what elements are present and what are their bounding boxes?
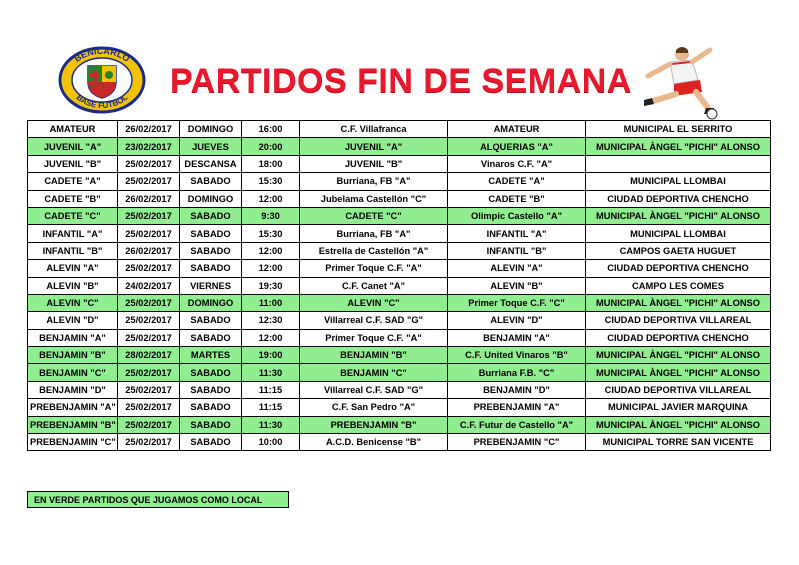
team-cell: PREBENJAMIN "A" bbox=[28, 399, 118, 416]
legend-local-matches: EN VERDE PARTIDOS QUE JUGAMOS COMO LOCAL bbox=[27, 491, 289, 508]
team-cell: INFANTIL "A" bbox=[28, 225, 118, 242]
soccer-player-icon bbox=[636, 44, 722, 120]
away-team-cell: PREBENJAMIN "C" bbox=[448, 434, 586, 451]
time-cell: 19:30 bbox=[242, 277, 300, 294]
time-cell: 16:00 bbox=[242, 121, 300, 138]
day-cell: SABADO bbox=[180, 381, 242, 398]
team-cell: AMATEUR bbox=[28, 121, 118, 138]
table-row bbox=[28, 225, 771, 242]
table-row bbox=[28, 364, 771, 381]
date-cell: 25/02/2017 bbox=[118, 312, 180, 329]
table-row bbox=[28, 138, 771, 155]
time-cell: 12:00 bbox=[242, 260, 300, 277]
home-team-cell: Villarreal C.F. SAD "G" bbox=[300, 312, 448, 329]
table-row bbox=[28, 207, 771, 224]
table-row bbox=[28, 416, 771, 433]
day-cell: VIERNES bbox=[180, 277, 242, 294]
date-cell: 25/02/2017 bbox=[118, 155, 180, 172]
home-team-cell: C.F. San Pedro "A" bbox=[300, 399, 448, 416]
date-cell: 25/02/2017 bbox=[118, 399, 180, 416]
date-cell: 26/02/2017 bbox=[118, 121, 180, 138]
team-cell: BENJAMIN "B" bbox=[28, 347, 118, 364]
day-cell: DESCANSA bbox=[180, 155, 242, 172]
svg-text:BASE FUTBOL bbox=[75, 93, 130, 110]
table-row bbox=[28, 329, 771, 346]
away-team-cell: BENJAMIN "D" bbox=[448, 381, 586, 398]
date-cell: 28/02/2017 bbox=[118, 347, 180, 364]
day-cell: DOMINGO bbox=[180, 190, 242, 207]
table-row bbox=[28, 121, 771, 138]
venue-cell: MUNICIPAL LLOMBAI bbox=[586, 225, 771, 242]
date-cell: 25/02/2017 bbox=[118, 416, 180, 433]
time-cell: 12:00 bbox=[242, 242, 300, 259]
away-team-cell: INFANTIL "A" bbox=[448, 225, 586, 242]
table-row bbox=[28, 381, 771, 398]
crest-bottom-text: BASE FUTBOL bbox=[74, 92, 130, 111]
team-cell: PREBENJAMIN "B" bbox=[28, 416, 118, 433]
date-cell: 26/02/2017 bbox=[118, 190, 180, 207]
day-cell: DOMINGO bbox=[180, 294, 242, 311]
venue-cell: MUNICIPAL ÀNGEL "PICHI" ALONSO bbox=[586, 416, 771, 433]
table-row bbox=[28, 155, 771, 172]
home-team-cell: A.C.D. Benicense "B" bbox=[300, 434, 448, 451]
venue-cell: CIUDAD DEPORTIVA CHENCHO bbox=[586, 260, 771, 277]
day-cell: SABADO bbox=[180, 173, 242, 190]
away-team-cell: C.F. Futur de Castello "A" bbox=[448, 416, 586, 433]
day-cell: SABADO bbox=[180, 242, 242, 259]
table-row bbox=[28, 173, 771, 190]
team-cell: ALEVIN "C" bbox=[28, 294, 118, 311]
time-cell: 12:00 bbox=[242, 190, 300, 207]
time-cell: 11:30 bbox=[242, 416, 300, 433]
day-cell: SABADO bbox=[180, 416, 242, 433]
matches-table bbox=[27, 120, 771, 451]
home-team-cell: Jubelama Castellón "C" bbox=[300, 190, 448, 207]
matches-table-body bbox=[28, 121, 771, 451]
page-title: PARTIDOS FIN DE SEMANA bbox=[170, 62, 632, 100]
time-cell: 11:15 bbox=[242, 381, 300, 398]
date-cell: 25/02/2017 bbox=[118, 381, 180, 398]
table-row bbox=[28, 190, 771, 207]
team-cell: BENJAMIN "C" bbox=[28, 364, 118, 381]
date-cell: 23/02/2017 bbox=[118, 138, 180, 155]
time-cell: 9:30 bbox=[242, 207, 300, 224]
venue-cell: MUNICIPAL ÀNGEL "PICHI" ALONSO bbox=[586, 207, 771, 224]
team-cell: ALEVIN "A" bbox=[28, 260, 118, 277]
table-row bbox=[28, 399, 771, 416]
team-cell: JUVENIL "B" bbox=[28, 155, 118, 172]
away-team-cell: Primer Toque C.F. "C" bbox=[448, 294, 586, 311]
time-cell: 11:00 bbox=[242, 294, 300, 311]
day-cell: JUEVES bbox=[180, 138, 242, 155]
date-cell: 25/02/2017 bbox=[118, 260, 180, 277]
day-cell: SABADO bbox=[180, 225, 242, 242]
crest-top-text: BENICARLO bbox=[72, 46, 132, 64]
date-cell: 25/02/2017 bbox=[118, 207, 180, 224]
home-team-cell: PREBENJAMIN "B" bbox=[300, 416, 448, 433]
time-cell: 12:30 bbox=[242, 312, 300, 329]
venue-cell: MUNICIPAL JAVIER MARQUINA bbox=[586, 399, 771, 416]
home-team-cell: Villarreal C.F. SAD "G" bbox=[300, 381, 448, 398]
venue-cell: CAMPO LES COMES bbox=[586, 277, 771, 294]
date-cell: 25/02/2017 bbox=[118, 225, 180, 242]
venue-cell: MUNICIPAL ÀNGEL "PICHI" ALONSO bbox=[586, 294, 771, 311]
date-cell: 26/02/2017 bbox=[118, 242, 180, 259]
day-cell: SABADO bbox=[180, 312, 242, 329]
venue-cell: CIUDAD DEPORTIVA CHENCHO bbox=[586, 329, 771, 346]
venue-cell: CAMPOS GAETA HUGUET bbox=[586, 242, 771, 259]
away-team-cell: PREBENJAMIN "A" bbox=[448, 399, 586, 416]
home-team-cell: Primer Toque C.F. "A" bbox=[300, 329, 448, 346]
date-cell: 25/02/2017 bbox=[118, 294, 180, 311]
home-team-cell: ALEVIN "C" bbox=[300, 294, 448, 311]
away-team-cell: CADETE "B" bbox=[448, 190, 586, 207]
crest-lettering bbox=[58, 46, 146, 114]
venue-cell: MUNICIPAL ÀNGEL "PICHI" ALONSO bbox=[586, 364, 771, 381]
time-cell: 11:30 bbox=[242, 364, 300, 381]
venue-cell: MUNICIPAL ÀNGEL "PICHI" ALONSO bbox=[586, 138, 771, 155]
away-team-cell: Vinaros C.F. "A" bbox=[448, 155, 586, 172]
day-cell: SABADO bbox=[180, 364, 242, 381]
day-cell: SABADO bbox=[180, 399, 242, 416]
home-team-cell: Primer Toque C.F. "A" bbox=[300, 260, 448, 277]
away-team-cell: BENJAMIN "A" bbox=[448, 329, 586, 346]
venue-cell: CIUDAD DEPORTIVA VILLAREAL bbox=[586, 381, 771, 398]
away-team-cell: ALEVIN "A" bbox=[448, 260, 586, 277]
day-cell: SABADO bbox=[180, 329, 242, 346]
away-team-cell: INFANTIL "B" bbox=[448, 242, 586, 259]
table-row bbox=[28, 294, 771, 311]
home-team-cell: Burriana, FB "A" bbox=[300, 225, 448, 242]
time-cell: 11:15 bbox=[242, 399, 300, 416]
time-cell: 18:00 bbox=[242, 155, 300, 172]
home-team-cell: C.F. Villafranca bbox=[300, 121, 448, 138]
time-cell: 20:00 bbox=[242, 138, 300, 155]
day-cell: DOMINGO bbox=[180, 121, 242, 138]
away-team-cell: CADETE "A" bbox=[448, 173, 586, 190]
home-team-cell: BENJAMIN "C" bbox=[300, 364, 448, 381]
time-cell: 15:30 bbox=[242, 173, 300, 190]
team-cell: CADETE "A" bbox=[28, 173, 118, 190]
venue-cell: CIUDAD DEPORTIVA VILLAREAL bbox=[586, 312, 771, 329]
away-team-cell: ALQUERIAS "A" bbox=[448, 138, 586, 155]
away-team-cell: AMATEUR bbox=[448, 121, 586, 138]
away-team-cell: ALEVIN "D" bbox=[448, 312, 586, 329]
team-cell: ALEVIN "B" bbox=[28, 277, 118, 294]
day-cell: SABADO bbox=[180, 434, 242, 451]
day-cell: MARTES bbox=[180, 347, 242, 364]
venue-cell bbox=[586, 155, 771, 172]
home-team-cell: JUVENIL "B" bbox=[300, 155, 448, 172]
venue-cell: CIUDAD DEPORTIVA CHENCHO bbox=[586, 190, 771, 207]
away-team-cell: ALEVIN "B" bbox=[448, 277, 586, 294]
away-team-cell: C.F. United Vinaros "B" bbox=[448, 347, 586, 364]
team-cell: BENJAMIN "D" bbox=[28, 381, 118, 398]
time-cell: 19:00 bbox=[242, 347, 300, 364]
table-row bbox=[28, 260, 771, 277]
day-cell: SABADO bbox=[180, 207, 242, 224]
table-row bbox=[28, 312, 771, 329]
team-cell: JUVENIL "A" bbox=[28, 138, 118, 155]
date-cell: 25/02/2017 bbox=[118, 434, 180, 451]
home-team-cell: C.F. Canet "A" bbox=[300, 277, 448, 294]
away-team-cell: Olimpic Castello "A" bbox=[448, 207, 586, 224]
time-cell: 12:00 bbox=[242, 329, 300, 346]
team-cell: ALEVIN "D" bbox=[28, 312, 118, 329]
table-row bbox=[28, 434, 771, 451]
team-cell: BENJAMIN "A" bbox=[28, 329, 118, 346]
team-cell: CADETE "B" bbox=[28, 190, 118, 207]
table-row bbox=[28, 277, 771, 294]
home-team-cell: Estrella de Castellón "A" bbox=[300, 242, 448, 259]
time-cell: 10:00 bbox=[242, 434, 300, 451]
svg-text:BENICARLO bbox=[72, 46, 131, 64]
away-team-cell: Burriana F.B. "C" bbox=[448, 364, 586, 381]
date-cell: 25/02/2017 bbox=[118, 329, 180, 346]
table-row bbox=[28, 242, 771, 259]
venue-cell: MUNICIPAL LLOMBAI bbox=[586, 173, 771, 190]
home-team-cell: Burriana, FB "A" bbox=[300, 173, 448, 190]
home-team-cell: JUVENIL "A" bbox=[300, 138, 448, 155]
home-team-cell: CADETE "C" bbox=[300, 207, 448, 224]
date-cell: 25/02/2017 bbox=[118, 364, 180, 381]
table-row bbox=[28, 347, 771, 364]
day-cell: SABADO bbox=[180, 260, 242, 277]
home-team-cell: BENJAMIN "B" bbox=[300, 347, 448, 364]
date-cell: 24/02/2017 bbox=[118, 277, 180, 294]
venue-cell: MUNICIPAL ÀNGEL "PICHI" ALONSO bbox=[586, 347, 771, 364]
team-cell: PREBENJAMIN "C" bbox=[28, 434, 118, 451]
venue-cell: MUNICIPAL TORRE SAN VICENTE bbox=[586, 434, 771, 451]
team-cell: INFANTIL "B" bbox=[28, 242, 118, 259]
date-cell: 25/02/2017 bbox=[118, 173, 180, 190]
time-cell: 15:30 bbox=[242, 225, 300, 242]
venue-cell: MUNICIPAL EL SERRITO bbox=[586, 121, 771, 138]
team-cell: CADETE "C" bbox=[28, 207, 118, 224]
